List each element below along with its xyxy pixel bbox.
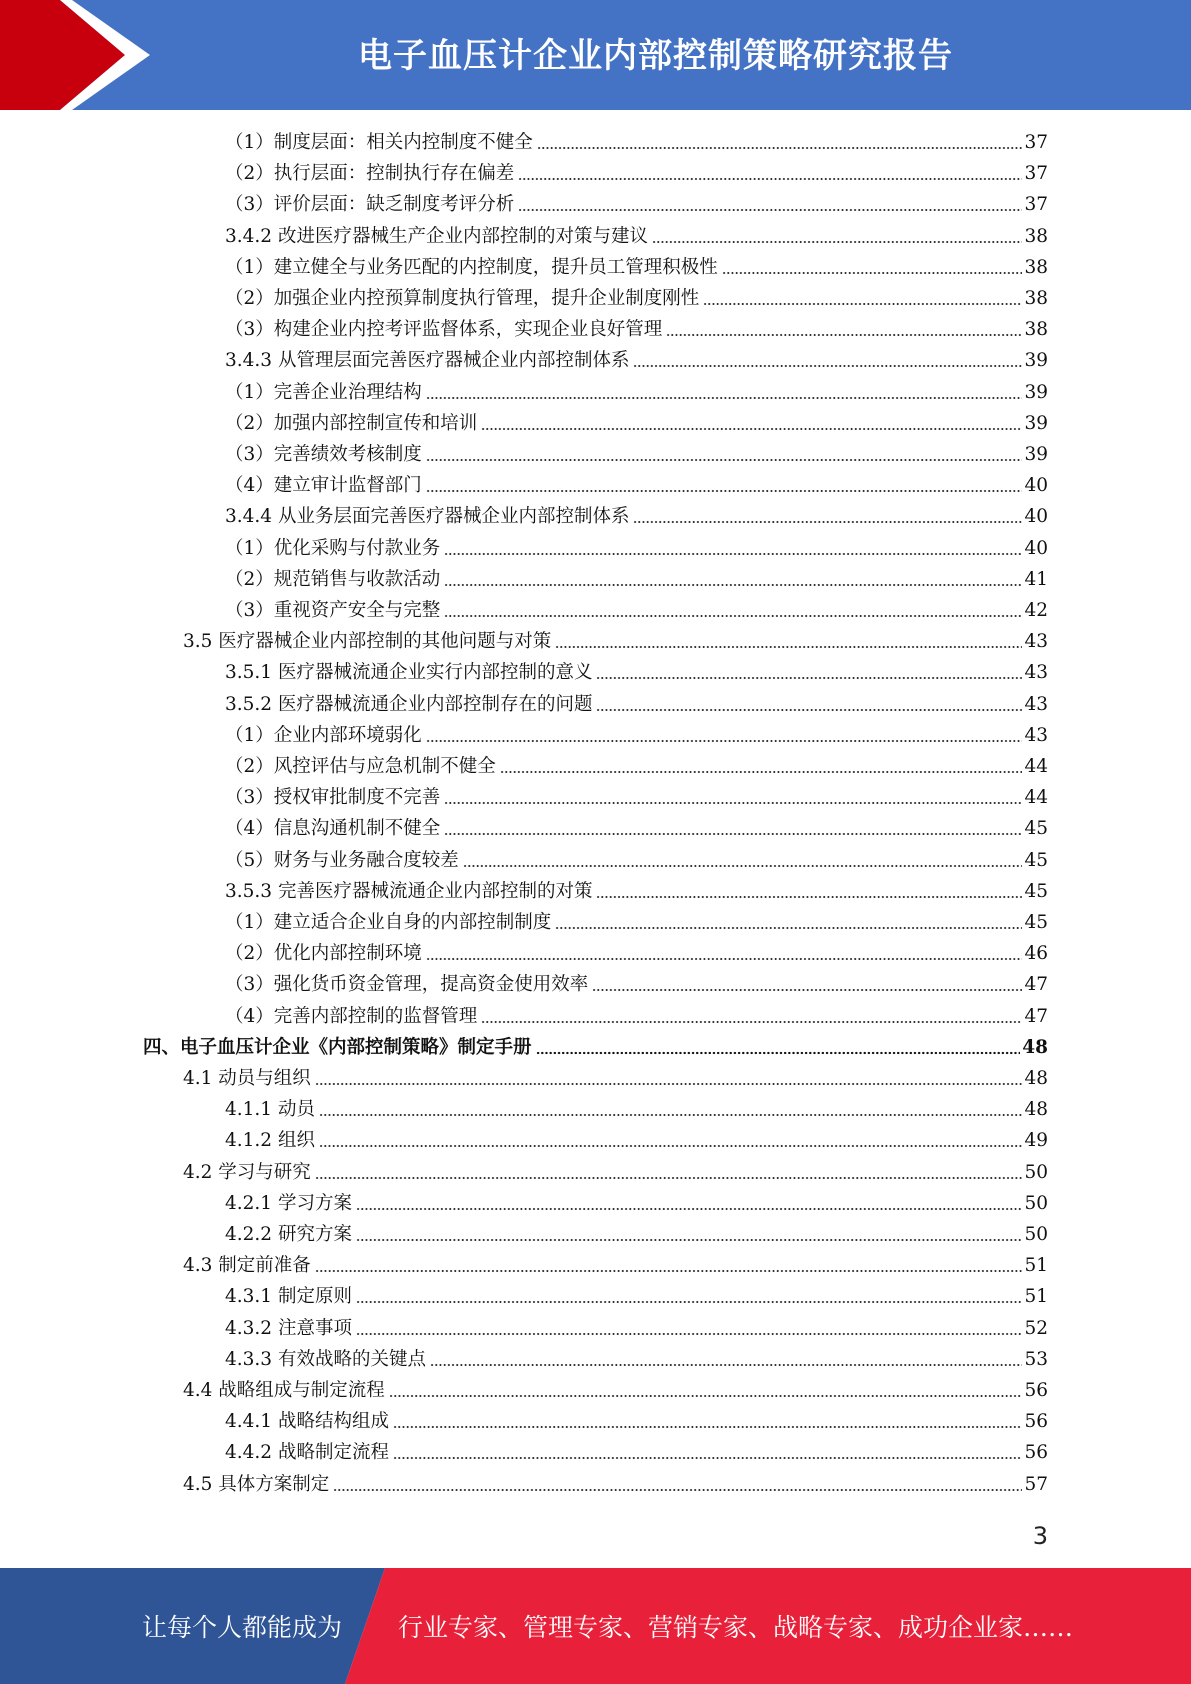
toc-dot-leader [444,800,1022,806]
toc-dot-leader [444,831,1022,837]
toc-entry-title: （1）优化采购与付款业务 [225,537,441,559]
toc-dot-leader [537,145,1023,151]
toc-entry[interactable] [225,346,1048,374]
toc-entry[interactable] [143,1033,1048,1061]
toc-entry-title: 3.5.1 医疗器械流通企业实行内部控制的意义 [225,662,593,684]
toc-entry-title: （2）风控评估与应急机制不健全 [225,756,496,777]
toc-dot-leader [319,1112,1023,1118]
toc-entry-page: 50 [1024,1192,1048,1214]
toc-entry-title: （4）信息沟通机制不健全 [225,818,441,840]
toc-dot-leader [444,551,1022,557]
toc-dot-leader [633,519,1022,525]
toc-dot-leader [596,707,1022,713]
toc-entry-page: 38 [1024,225,1048,247]
toc-entry-title: 4.4 战略组成与制定流程 [183,1380,385,1401]
toc-entry-page: 43 [1024,631,1048,653]
toc-entry-title: （1）制度层面：相关内控制度不健全 [225,132,533,153]
toc-entry[interactable] [225,409,1048,437]
toc-entry[interactable] [225,690,1048,718]
toc-entry-title: 4.3.1 制定原则 [225,1286,352,1308]
toc-entry[interactable] [225,1345,1048,1373]
toc-dot-leader [356,1331,1023,1337]
toc-entry-title: （3）强化货币资金管理，提高资金使用效率 [225,974,589,996]
toc-entry[interactable] [225,1407,1048,1435]
toc-entry[interactable] [225,877,1048,905]
toc-entry-title: （4）完善内部控制的监督管理 [225,1005,478,1027]
toc-entry[interactable] [225,534,1048,562]
toc-entry[interactable] [225,846,1048,874]
toc-entry-page: 40 [1024,475,1048,497]
toc-entry-page: 39 [1024,444,1048,465]
toc-entry-page: 39 [1024,381,1048,403]
toc-entry[interactable] [225,440,1048,468]
toc-entry-page: 50 [1024,1224,1048,1245]
toc-entry-page: 51 [1024,1255,1048,1277]
toc-dot-leader [722,270,1023,276]
toc-entry[interactable] [225,1220,1048,1248]
toc-entry-title: （2）优化内部控制环境 [225,943,422,965]
toc-dot-leader [444,582,1022,588]
toc-dot-leader [426,738,1023,744]
toc-entry-title: （1）企业内部环境弱化 [225,724,422,746]
toc-entry-page: 38 [1024,319,1048,341]
toc-entry-title: （5）财务与业务融合度较差 [225,849,459,871]
toc-entry-title: 4.3.3 有效战略的关键点 [225,1348,426,1370]
toc-dot-leader [315,1081,1023,1087]
toc-entry-title: 3.5.3 完善医疗器械流通企业内部控制的对策 [225,880,593,902]
toc-dot-leader [426,956,1023,962]
toc-entry[interactable] [225,908,1048,936]
toc-entry-page: 43 [1024,662,1048,684]
toc-entry-title: 4.3.2 注意事项 [225,1317,352,1339]
toc-entry-page: 38 [1024,288,1048,309]
toc-entry[interactable] [225,596,1048,624]
toc-entry-title: 4.5 具体方案制定 [183,1473,330,1495]
toc-entry-title: （1）建立健全与业务匹配的内控制度，提升员工管理积极性 [225,256,718,278]
toc-entry[interactable] [225,284,1048,312]
report-title: 电子血压计企业内部控制策略研究报告 [358,36,953,76]
toc-dot-leader [481,426,1022,432]
toc-entry[interactable] [225,1438,1048,1466]
toc-entry[interactable] [225,502,1048,530]
toc-entry-title: 3.5.2 医疗器械流通企业内部控制存在的问题 [225,693,593,715]
toc-entry-title: 4.2.2 研究方案 [225,1224,352,1245]
toc-entry-page: 50 [1024,1161,1048,1183]
toc-entry-page: 47 [1024,1005,1048,1027]
page-number: 3 [1032,1522,1048,1550]
toc-entry-title: 4.4.1 战略结构组成 [225,1411,389,1433]
toc-entry-page: 37 [1024,194,1048,216]
toc-entry-title: （1）完善企业治理结构 [225,381,422,403]
toc-entry[interactable] [183,1251,1048,1279]
toc-entry[interactable] [225,1002,1048,1030]
toc-entry[interactable] [225,783,1048,811]
toc-entry-page: 43 [1024,724,1048,746]
toc-entry-title: 3.4.4 从业务层面完善医疗器械企业内部控制体系 [225,506,630,528]
toc-entry[interactable] [225,1282,1048,1310]
toc-entry-title: 3.5 医疗器械企业内部控制的其他问题与对策 [183,631,552,653]
toc-entry[interactable] [183,1376,1048,1404]
toc-dot-leader [319,1143,1023,1149]
toc-entry-title: （2）加强企业内控预算制度执行管理，提升企业制度刚性 [225,288,700,309]
toc-entry-page: 45 [1024,849,1048,871]
toc-dot-leader [389,1393,1023,1399]
toc-dot-leader [596,675,1022,681]
toc-entry-title: （4）建立审计监督部门 [225,475,422,497]
toc-entry[interactable] [225,159,1048,187]
toc-entry-page: 48 [1024,1099,1048,1121]
toc-entry-page: 45 [1024,912,1048,933]
toc-entry-page: 47 [1024,974,1048,996]
toc-dot-leader [592,987,1022,993]
toc-entry-title: （3）完善绩效考核制度 [225,444,422,465]
footer-slogan-left: 让每个人都能成为 [142,1613,343,1642]
footer-slogan-right: 行业专家、管理专家、营销专家、战略专家、成功企业家…… [398,1613,1074,1642]
toc-entry-page: 49 [1024,1130,1048,1152]
toc-entry-title: （2）加强内部控制宣传和培训 [225,412,478,434]
toc-entry-page: 52 [1024,1317,1048,1339]
toc-entry-page: 38 [1024,256,1048,278]
toc-dot-leader [356,1206,1023,1212]
toc-entry-title: （3）授权审批制度不完善 [225,787,441,809]
toc-entry-title: 4.1 动员与组织 [183,1068,311,1089]
toc-dot-leader [596,894,1022,900]
toc-dot-leader [518,176,1022,182]
toc-entry[interactable] [225,222,1048,250]
toc-entry-page: 45 [1024,880,1048,902]
toc-entry[interactable] [183,627,1048,655]
toc-entry[interactable] [225,128,1048,156]
page-header [0,0,1191,110]
toc-entry[interactable] [225,565,1048,593]
toc-dot-leader [356,1237,1023,1243]
toc-entry[interactable] [225,814,1048,842]
toc-dot-leader [430,1362,1022,1368]
toc-dot-leader [426,395,1023,401]
toc-entry-title: （3）评价层面：缺乏制度考评分析 [225,194,515,216]
toc-dot-leader [500,769,1023,775]
toc-dot-leader [393,1424,1022,1430]
toc-entry[interactable] [225,1314,1048,1342]
toc-dot-leader [481,1019,1022,1025]
toc-entry-page: 40 [1024,537,1048,559]
toc-entry[interactable] [225,970,1048,998]
toc-entry-page: 44 [1024,787,1048,809]
toc-entry-page: 39 [1024,350,1048,372]
page-footer [0,1568,1191,1684]
toc-entry[interactable] [225,721,1048,749]
toc-entry-title: （2）规范销售与收款活动 [225,568,441,590]
toc-entry-page: 42 [1024,600,1048,621]
toc-entry[interactable] [225,1095,1048,1123]
toc-dot-leader [315,1175,1023,1181]
toc-entry[interactable] [183,1470,1048,1498]
toc-entry-page: 56 [1024,1411,1048,1433]
toc-dot-leader [666,332,1022,338]
toc-dot-leader [518,207,1022,213]
toc-entry-page: 48 [1022,1036,1048,1058]
toc-dot-leader [703,301,1022,307]
toc-dot-leader [393,1455,1022,1461]
toc-dot-leader [426,457,1023,463]
toc-dot-leader [444,613,1022,619]
toc-entry[interactable] [225,253,1048,281]
toc-entry-title: （2）执行层面：控制执行存在偏差 [225,163,515,185]
toc-entry-page: 37 [1024,163,1048,185]
toc-entry[interactable] [225,378,1048,406]
toc-entry[interactable] [225,1189,1048,1217]
toc-entry-page: 43 [1024,693,1048,715]
toc-entry-title: 4.1.1 动员 [225,1099,315,1121]
toc-entry[interactable] [225,190,1048,218]
toc-dot-leader [463,863,1023,869]
toc-entry-page: 41 [1024,568,1048,590]
toc-entry[interactable] [225,658,1048,686]
toc-entry-page: 51 [1024,1286,1048,1308]
toc-entry[interactable] [225,939,1048,967]
toc-entry-page: 48 [1024,1068,1048,1089]
toc-dot-leader [652,239,1022,245]
toc-entry-page: 56 [1024,1380,1048,1401]
toc-dot-leader [333,1487,1022,1493]
toc-entry-page: 57 [1024,1473,1048,1495]
toc-dot-leader [555,925,1022,931]
toc-entry[interactable] [225,471,1048,499]
toc-entry-page: 45 [1024,818,1048,840]
toc-entry[interactable] [183,1158,1048,1186]
toc-entry-title: 3.4.2 改进医疗器械生产企业内部控制的对策与建议 [225,225,648,247]
toc-entry-title: 4.2 学习与研究 [183,1161,311,1183]
toc-entry-page: 39 [1024,412,1048,434]
toc-entry[interactable] [225,1126,1048,1154]
toc-dot-leader [633,363,1022,369]
toc-entry-page: 40 [1024,506,1048,528]
toc-entry-title: （3）重视资产安全与完整 [225,600,441,621]
toc-entry[interactable] [225,315,1048,343]
toc-entry-title: 4.3 制定前准备 [183,1255,311,1277]
toc-dot-leader [555,644,1022,650]
toc-entry-page: 46 [1024,943,1048,965]
toc-entry-title: 4.4.2 战略制定流程 [225,1442,389,1464]
toc-entry-page: 53 [1024,1348,1048,1370]
toc-entry-title: 四、电子血压计企业《内部控制策略》制定手册 [143,1036,532,1058]
toc-entry-page: 56 [1024,1442,1048,1464]
toc-entry-title: （3）构建企业内控考评监督体系，实现企业良好管理 [225,319,663,341]
toc-entry-page: 37 [1024,132,1048,153]
toc-entry-title: 4.2.1 学习方案 [225,1192,352,1214]
toc-dot-leader [356,1299,1023,1305]
toc-entry[interactable] [183,1064,1048,1092]
toc-entry-page: 44 [1024,756,1048,777]
toc-entry[interactable] [225,752,1048,780]
toc-entry-title: 3.4.3 从管理层面完善医疗器械企业内部控制体系 [225,350,630,372]
toc-entry-title: 4.1.2 组织 [225,1130,315,1152]
toc-dot-leader [536,1050,1021,1056]
toc-dot-leader [426,488,1023,494]
toc-dot-leader [315,1268,1023,1274]
toc-entry-title: （1）建立适合企业自身的内部控制制度 [225,912,552,933]
